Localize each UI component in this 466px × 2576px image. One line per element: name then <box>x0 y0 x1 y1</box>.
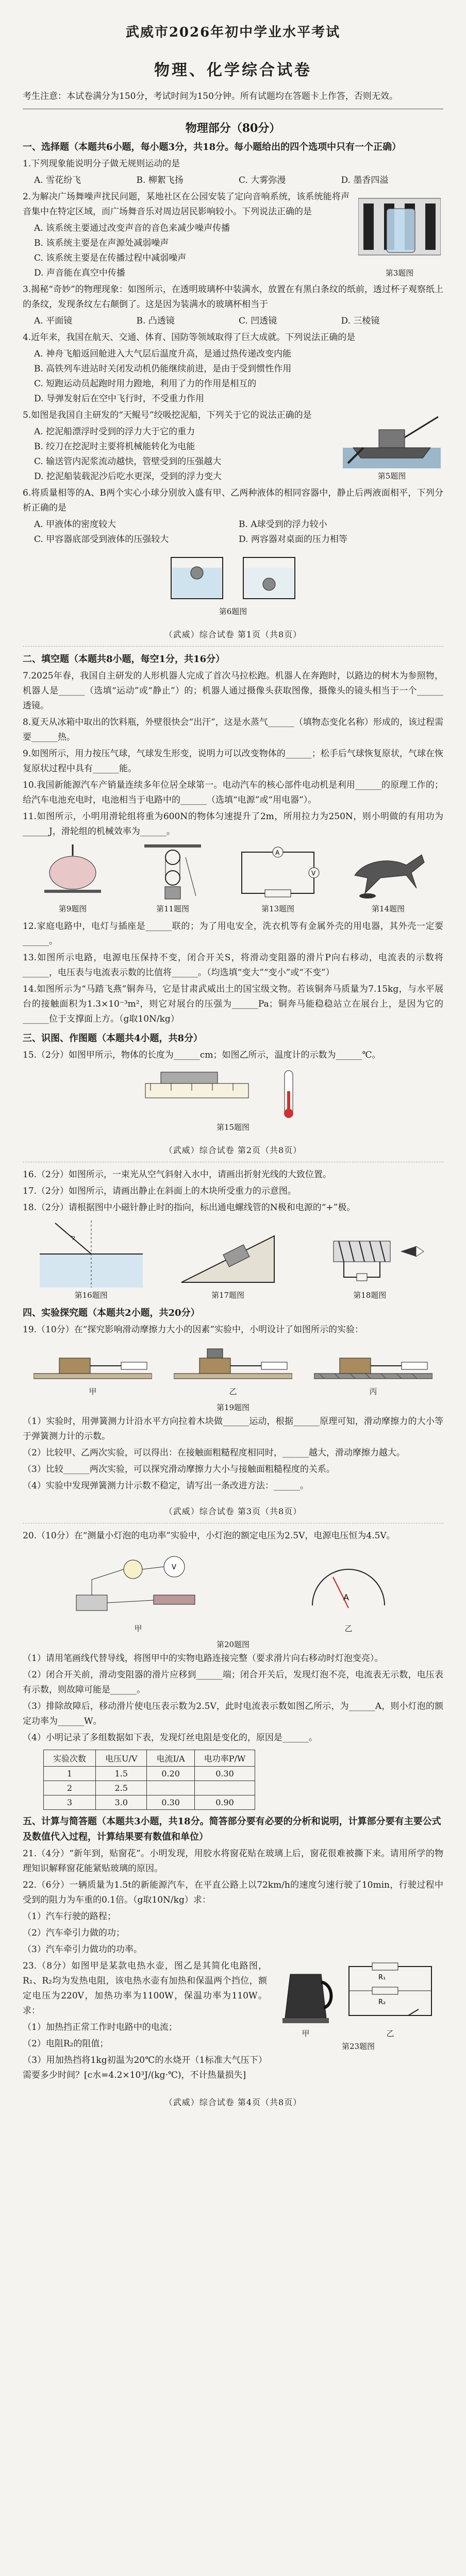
figure-caption: 第17题图 <box>211 1291 245 1300</box>
section-2-title: 二、填空题（本题共8小题，每空1分，共16分） <box>23 654 225 665</box>
circuit-diagram <box>234 844 322 901</box>
question-15: 15.（2分）如图甲所示，物体的长度为______cm；如图乙所示，温度计的示数为______℃。 <box>23 1050 381 1060</box>
question-2: 2.为解决广场舞噪声扰民问题，某地社区在公园安装了定向音响系统，该系统能将声音集中在特定区域，而广场舞音乐对周边居民影响较小。下列说法正确的是 <box>23 192 350 217</box>
figure-caption: 第11题图 <box>156 904 190 913</box>
question-7: 7.2025年春，我国自主研发的人形机器人完成了首次马拉松跑。机器人在奔跑时，以路边的树木为参照物，机器人是______（选填“运动”或“静止”）的；机器人通过摄像头获取图像，摄像头的镜头相当于一个______透镜。 <box>23 671 443 711</box>
figure-16 <box>40 1221 143 1300</box>
question-1: 1.下列现象能说明分子做无规则运动的是 <box>23 159 180 169</box>
question-23-part-3: （3）用加热挡将1kg初温为20℃的水烧开（1标准大气压下）需要多少时间？[c水=4.2×10³J/(kg·℃)，不计热量损失] <box>23 2055 267 2080</box>
question-22-part-1: （1）汽车行驶的路程； <box>23 1911 116 1922</box>
physics-part-title: 物理部分（80分） <box>185 122 281 135</box>
figure-caption: 第5题图 <box>377 471 406 481</box>
question-14: 14.如图所示为“马踏飞燕”铜奔马，它是甘肃武威出土的国宝级文物。若该铜奔马质量为7.15kg，与水平展台的接触面积为1.3×10⁻³m²，则它对展台的压强为______Pa；铜奔马能稳稳站立在展台上，是因为它的______位于支撑面上方。（g取10N/kg） <box>23 984 443 1024</box>
figure-14 <box>344 844 432 914</box>
figure-19b <box>174 1343 292 1397</box>
kettle-circuit-diagram <box>341 1959 439 2026</box>
question-8: 8.夏天从冰箱中取出的饮料瓶，外壁很快会“出汗”，这是水蒸气______（填物态变化名称）形成的，该过程需要______热。 <box>23 717 443 742</box>
question-19-part-1: （1）实验时，用弹簧测力计沿水平方向拉着木块做______运动，根据______原理可知，滑动摩擦力的大小等于弹簧测力计的示数。 <box>23 1416 443 1442</box>
figure-23a <box>277 1959 334 2039</box>
solenoid-diagram <box>313 1221 426 1287</box>
table-cell: 1 <box>44 1767 96 1781</box>
page-footer: （武威）综合试卷 第1页（共8页） <box>164 630 302 639</box>
table-header: 实验次数 <box>44 1750 96 1767</box>
figure-19c <box>314 1343 432 1397</box>
option: A. 挖泥船漂浮时受到的浮力大于它的重力 <box>34 427 195 437</box>
question-10: 10.我国新能源汽车产销量连续多年位居全球第一。电动汽车的核心部件电动机是利用______的原理工作的；给汽车电池充电时，电池相当于电路中的______（选填“电源”或“用电器”）。 <box>23 780 443 805</box>
figure-label: 乙 <box>386 2029 394 2038</box>
svg-text:A: A <box>343 1592 349 1602</box>
figure-6 <box>161 552 305 617</box>
figure-19a <box>34 1343 152 1397</box>
question-17: 17.（2分）如图所示，请画出静止在斜面上的木块所受重力的示意图。 <box>23 1186 296 1196</box>
option: B. 柳絮飞扬 <box>136 175 184 185</box>
option: A. 平面镜 <box>34 316 73 326</box>
option: D. 墨香四溢 <box>341 175 389 185</box>
question-6-options <box>23 517 443 547</box>
balloon-illustration <box>34 844 111 901</box>
question-16: 16.（2分）如图所示，一束光从空气斜射入水中，请画出折射光线的大致位置。 <box>23 1170 331 1180</box>
option: D. 两容器对桌面的压力相等 <box>239 534 347 545</box>
question-9: 9.如图所示，用力按压气球，气球发生形变，说明力可以改变物体的______；松手后气球恢复原状，气球在恢复原状过程中具有______能。 <box>23 749 443 774</box>
option: D. 挖泥船装载泥沙后吃水更深，受到的浮力变大 <box>34 471 222 482</box>
question-20-part-2: （2）闭合开关前，滑动变阻器的滑片应移到______端；闭合开关后，发现灯泡不亮，电流表无示数，电压表有示数，则故障可能是______。 <box>23 1670 443 1695</box>
svg-text:V: V <box>311 870 316 877</box>
exam-notice: 考生注意：本试卷满分为150分，考试时间为150分钟。所有试题均在答题卡上作答，否则无效。 <box>23 89 443 109</box>
figure-caption: 第19题图 <box>216 1403 250 1412</box>
page-footer: （武威）综合试卷 第4页（共8页） <box>164 2097 302 2107</box>
question-1-options <box>23 173 443 188</box>
question-12: 12.家庭电路中，电灯与插座是______联的；为了用电安全，洗衣机等有金属外壳的用电器，其外壳一定要______。 <box>23 921 443 946</box>
figure-13 <box>234 844 322 914</box>
figure-6-row <box>23 552 443 617</box>
question-20: 20.（10分）在“测量小灯泡的电功率”实验中，小灯泡的额定电压为2.5V，电源电压恒为4.5V。 <box>23 1531 395 1541</box>
section-4-title: 四、实验探究题（本题共2小题，共20分） <box>23 1308 200 1318</box>
lamp-circuit-physical <box>71 1549 205 1621</box>
ammeter-dial <box>302 1549 395 1621</box>
figure-label: 甲 <box>302 2029 310 2038</box>
question-21: 21.（4分）“新年到，贴窗花”。小明发现，用胶水将窗花贴在玻璃上后，窗花很难被撕下来。请用所学的物理知识解释窗花能紧贴玻璃的原因。 <box>23 1849 443 1874</box>
figure-3 <box>356 188 443 278</box>
figure-20a <box>71 1549 205 1634</box>
refraction-diagram <box>40 1221 143 1287</box>
table-row <box>44 1767 255 1781</box>
table-cell: 2.5 <box>96 1781 147 1795</box>
question-20-part-3: （3）排除故障后，移动滑片使电压表示数为2.5V，此时电流表示数如图乙所示，为______A，则小灯泡的额定功率为______W。 <box>23 1701 443 1726</box>
figure-label: 甲 <box>134 1624 142 1633</box>
question-19-part-2: （2）比较甲、乙两次实验，可以得出：在接触面粗糙程度相同时，______越大，滑动摩擦力越大。 <box>23 1448 405 1458</box>
figure-label: 乙 <box>344 1624 353 1633</box>
page-divider <box>23 646 443 647</box>
question-22-part-2: （2）汽车牵引力做的功； <box>23 1928 125 1938</box>
figure-caption: 第14题图 <box>371 904 405 913</box>
data-table <box>43 1750 255 1810</box>
table-cell <box>147 1781 194 1795</box>
figure-caption: 第18题图 <box>353 1291 387 1300</box>
option: B. 高铁列车进站时关闭发动机仍能继续前进，是由于受到惯性作用 <box>34 364 292 374</box>
table-header: 电流I/A <box>147 1750 194 1767</box>
question-13: 13.如图所示电路，电源电压保持不变，闭合开关S，将滑动变阻器的滑片P向右移动，电流表的示数将______，电压表与电流表示数的比值将______。（均选填“变大”“变小”或“不变”） <box>23 953 443 978</box>
figure-caption: 第9题图 <box>58 904 87 913</box>
question-22-part-3: （3）汽车牵引力做功的功率。 <box>23 1944 142 1955</box>
table-cell: 0.30 <box>194 1767 255 1781</box>
question-22: 22.（6分）一辆质量为1.5t的新能源汽车，在平直公路上以72km/h的速度匀速行驶了10min，行驶过程中受到的阻力为车重的0.1倍。（g取10N/kg）求： <box>23 1880 443 1905</box>
option: B. A球受到的浮力较小 <box>239 519 327 530</box>
page-footer: （武威）综合试卷 第3页（共8页） <box>164 1506 302 1516</box>
figure-17 <box>176 1221 279 1300</box>
two-containers-illustration <box>161 552 305 604</box>
section-5-title: 五、计算与简答题（本题共3小题，共18分。简答部分要有必要的分析和说明，计算部分要有主要公式及数值代入过程，计算结果要有数值和单位） <box>23 1816 441 1842</box>
question-23-part-2: （2）电阻R₂的阻值； <box>23 2039 109 2049</box>
question-23-part-1: （1）加热挡正常工作时电路中的电流； <box>23 2022 177 2032</box>
friction-setup-b <box>174 1343 292 1384</box>
ruler-and-thermometer-illustration <box>140 1068 326 1120</box>
question-19-part-3: （3）比较______两次实验，可以探究滑动摩擦力大小与接触面粗糙程度的关系。 <box>23 1464 335 1475</box>
table-header-row <box>44 1750 255 1767</box>
option: C. 短跑运动员起跑时用力蹬地，利用了力的作用是相互的 <box>34 379 257 389</box>
pulley-illustration <box>134 844 211 901</box>
figure-caption: 第23题图 <box>341 2042 375 2051</box>
question-2-options <box>23 221 350 281</box>
figure-15 <box>140 1068 326 1132</box>
option: B. 绞刀在挖泥时主要将机械能转化为电能 <box>34 442 195 452</box>
figure-15-row <box>23 1068 443 1132</box>
svg-text:V: V <box>172 1564 176 1571</box>
question-4: 4.近年来，我国在航天、交通、体育、国防等领域取得了巨大成就。下列说法正确的是 <box>23 332 356 343</box>
question-19: 19.（10分）在“探究影响滑动摩擦力大小的因素”实验中，小明设计了如图所示的实验： <box>23 1325 364 1335</box>
exam-title: 武威市2026年初中学业水平考试 <box>125 25 341 40</box>
table-header: 电压U/V <box>96 1750 147 1767</box>
figure-caption: 第20题图 <box>216 1640 250 1649</box>
svg-text:A: A <box>275 849 280 856</box>
figure-row-16-18 <box>23 1221 443 1300</box>
option: D. 三棱镜 <box>341 316 380 326</box>
option: C. 该系统主要是在传播过程中减弱噪声 <box>34 253 187 263</box>
electric-kettle-illustration <box>277 1959 334 2026</box>
table-cell: 0.90 <box>194 1795 255 1810</box>
table-cell: 2 <box>44 1781 96 1795</box>
option: C. 凹透镜 <box>239 316 277 326</box>
subject-title: 物理、化学综合试卷 <box>154 61 312 79</box>
question-18: 18.（2分）请根据图中小磁针静止时的指向，标出通电螺线管的N极和电源的“+”极。 <box>23 1202 356 1213</box>
figure-23 <box>273 1959 443 2052</box>
incline-block-diagram <box>176 1221 279 1287</box>
question-20-part-1: （1）请用笔画线代替导线，将图甲中的实物电路连接完整（要求滑片向右移动时灯泡变亮）。 <box>23 1653 384 1664</box>
figure-label: 丙 <box>369 1387 377 1396</box>
table-cell: 0.30 <box>147 1795 194 1810</box>
table-cell: 1.5 <box>96 1767 147 1781</box>
table-row <box>44 1781 255 1795</box>
question-5: 5.如图是我国自主研发的“天鲲号”绞吸挖泥船，下列关于它的说法正确的是 <box>23 410 312 420</box>
figure-caption: 第13题图 <box>261 904 295 913</box>
option: B. 该系统主要是在声源处减弱噪声 <box>34 238 169 248</box>
figure-20-row <box>23 1549 443 1634</box>
option: A. 甲液体的密度较大 <box>34 519 116 530</box>
figure-row-9-14 <box>23 844 443 914</box>
question-23: 23.（8分）如图甲是某款电热水壶，图乙是其简化电路图，R₁、R₂均为发热电阻，该电热水壶有加热和保温两个挡位，额定电压为220V，加热功率为1100W，保温功率为110W。求： <box>23 1961 267 2016</box>
figure-19-row <box>23 1343 443 1397</box>
figure-5 <box>340 406 443 481</box>
option: C. 大雾弥漫 <box>239 175 286 185</box>
figure-label: 乙 <box>229 1387 237 1396</box>
figure-caption: 第15题图 <box>216 1123 250 1132</box>
question-4-options <box>23 347 443 406</box>
bronze-horse-illustration <box>344 844 432 901</box>
figure-23b <box>341 1959 439 2039</box>
figure-caption: 第6题图 <box>219 607 247 616</box>
option: B. 凸透镜 <box>136 316 175 326</box>
figure-11 <box>134 844 211 914</box>
option: C. 甲容器底部受到液体的压强较大 <box>34 534 169 545</box>
table-cell: 3.0 <box>96 1795 147 1810</box>
table-cell: 0.20 <box>147 1767 194 1781</box>
figure-9 <box>34 844 111 914</box>
option: D. 声音能在真空中传播 <box>34 268 125 278</box>
question-11: 11.如图所示，小明用滑轮组将重为600N的物体匀速提升了2m，所用拉力为250N，则小明做的有用功为______J，滑轮组的机械效率为______。 <box>23 811 443 837</box>
question-3: 3.揭秘“奇妙”的物理现象：如图所示，在透明玻璃杯中装满水，放置在有黑白条纹的纸前，透过杯子观察纸上的条纹，发现条纹左右颠倒了。这是因为装满水的玻璃杯相当于 <box>23 284 443 310</box>
glass-of-water-illustration <box>358 188 441 265</box>
friction-setup-c <box>314 1343 432 1384</box>
option: A. 神舟飞船返回舱进入大气层后温度升高，是通过热传递改变内能 <box>34 349 292 359</box>
friction-setup-a <box>34 1343 152 1384</box>
svg-text:R₂: R₂ <box>378 1998 386 2006</box>
dredger-ship-illustration <box>343 406 441 468</box>
option: C. 输送管内泥浆流动越快，管壁受到的压强越大 <box>34 456 222 467</box>
svg-text:R₁: R₁ <box>378 1974 386 1981</box>
option: A. 雪花纷飞 <box>34 175 81 185</box>
figure-20b <box>302 1549 395 1634</box>
question-6: 6.将质量相等的A、B两个实心小球分别放入盛有甲、乙两种液体的相同容器中，静止后两液面相平，下列分析正确的是 <box>23 488 443 513</box>
question-5-options <box>23 425 334 484</box>
page-footer: （武威）综合试卷 第2页（共8页） <box>164 1145 302 1155</box>
question-3-options <box>23 314 443 329</box>
question-19-part-4: （4）实验中发现弹簧测力计示数不稳定，请写出一条改进方法：______。 <box>23 1481 309 1491</box>
table-row <box>44 1795 255 1810</box>
option: A. 该系统主要通过改变声音的音色来减少噪声传播 <box>34 223 230 233</box>
figure-label: 甲 <box>89 1387 97 1396</box>
question-20-part-4: （4）小明记录了多组数据如下表，发现灯丝电阻是变化的，原因是______。 <box>23 1733 318 1743</box>
section-3-title: 三、识图、作图题（本题共4小题，共8分） <box>23 1033 203 1044</box>
option: D. 导弹发射后在空中飞行时，不受重力作用 <box>34 394 204 404</box>
table-header: 电功率P/W <box>194 1750 255 1767</box>
section-1-title: 一、选择题（本题共6小题，每小题3分，共18分。每小题给出的四个选项中只有一个正确） <box>23 142 402 152</box>
table-cell: 3 <box>44 1795 96 1810</box>
figure-caption: 第3题图 <box>385 268 414 278</box>
figure-caption: 第16题图 <box>74 1291 108 1300</box>
table-cell <box>194 1781 255 1795</box>
figure-18 <box>313 1221 426 1300</box>
